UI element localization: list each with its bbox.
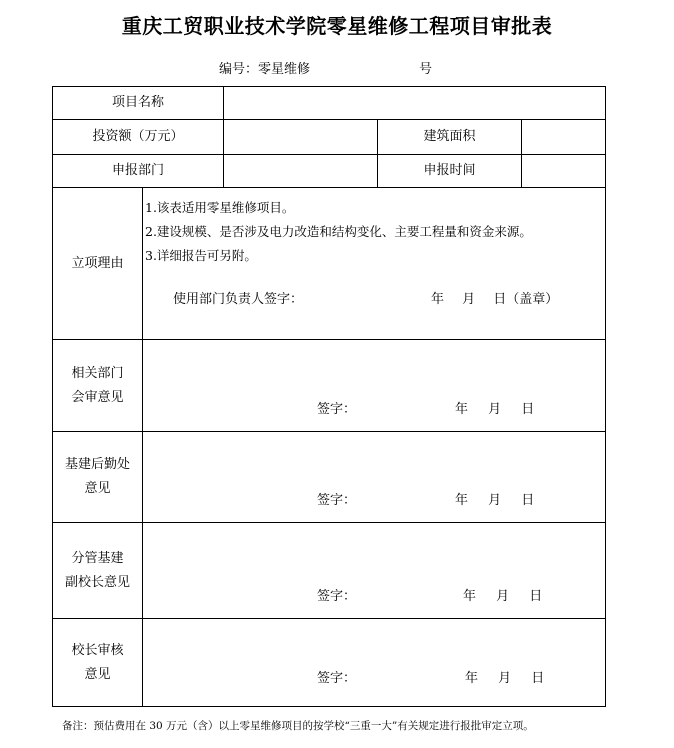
document-title: 重庆工贸职业技术学院零星维修工程项目审批表 (121, 14, 553, 38)
reason-item: 2.建设规模、是否涉及电力改造和结构变化、主要工程量和资金来源。 (145, 224, 532, 239)
review-label: 校长审核 意见 (53, 619, 143, 707)
row-project-name (53, 87, 606, 120)
date-label: 年 月 日 (465, 671, 545, 686)
date-label: 年 月 日 (463, 589, 543, 604)
row-investment (53, 120, 606, 155)
row-review-logistics (53, 432, 606, 523)
review-label: 分管基建 副校长意见 (53, 523, 143, 619)
serial-label: 编号：零星维修 (219, 62, 311, 77)
review-field[interactable] (143, 619, 606, 707)
project-name-label: 项目名称 (53, 87, 224, 120)
reason-item: 3.详细报告可另附。 (145, 248, 257, 263)
row-review-vice-president (53, 523, 606, 619)
review-label: 基建后勤处 意见 (53, 432, 143, 523)
dept-field[interactable] (224, 155, 378, 188)
review-field[interactable] (143, 432, 606, 523)
signature-label: 签字： (317, 671, 357, 686)
review-label: 相关部门 会审意见 (53, 340, 143, 432)
footnote: 备注：预估费用在 30 万元（含）以上零星维修项目的按学校“三重一大”有关规定进行报批审定立项。 (62, 720, 534, 732)
time-field[interactable] (522, 155, 606, 188)
review-field[interactable] (143, 340, 606, 432)
row-review-president (53, 619, 606, 707)
reason-signature-line (143, 288, 605, 310)
reason-label: 立项理由 (53, 188, 143, 340)
time-label: 申报时间 (378, 155, 522, 188)
row-department (53, 155, 606, 188)
floor-area-label: 建筑面积 (378, 120, 522, 155)
signature-label: 签字： (317, 402, 357, 417)
investment-field[interactable] (224, 120, 378, 155)
reason-item: 1.该表适用零星维修项目。 (145, 200, 295, 215)
row-review-dept (53, 340, 606, 432)
serial-number-line (219, 58, 433, 77)
reason-list (143, 188, 605, 268)
signature-label: 签字： (317, 589, 357, 604)
project-name-field[interactable] (224, 87, 606, 120)
investment-label: 投资额（万元） (53, 120, 224, 155)
approval-form-table (52, 86, 606, 707)
signature-label: 签字： (317, 493, 357, 508)
row-reason (53, 188, 606, 340)
reason-date-label: 年 月 日（盖章） (431, 292, 559, 307)
dept-head-signature-label: 使用部门负责人签字： (173, 292, 304, 307)
floor-area-field[interactable] (522, 120, 606, 155)
date-label: 年 月 日 (455, 493, 535, 508)
dept-label: 申报部门 (53, 155, 224, 188)
reason-content[interactable] (143, 188, 606, 340)
date-label: 年 月 日 (455, 402, 535, 417)
serial-suffix: 号 (419, 62, 433, 77)
review-field[interactable] (143, 523, 606, 619)
